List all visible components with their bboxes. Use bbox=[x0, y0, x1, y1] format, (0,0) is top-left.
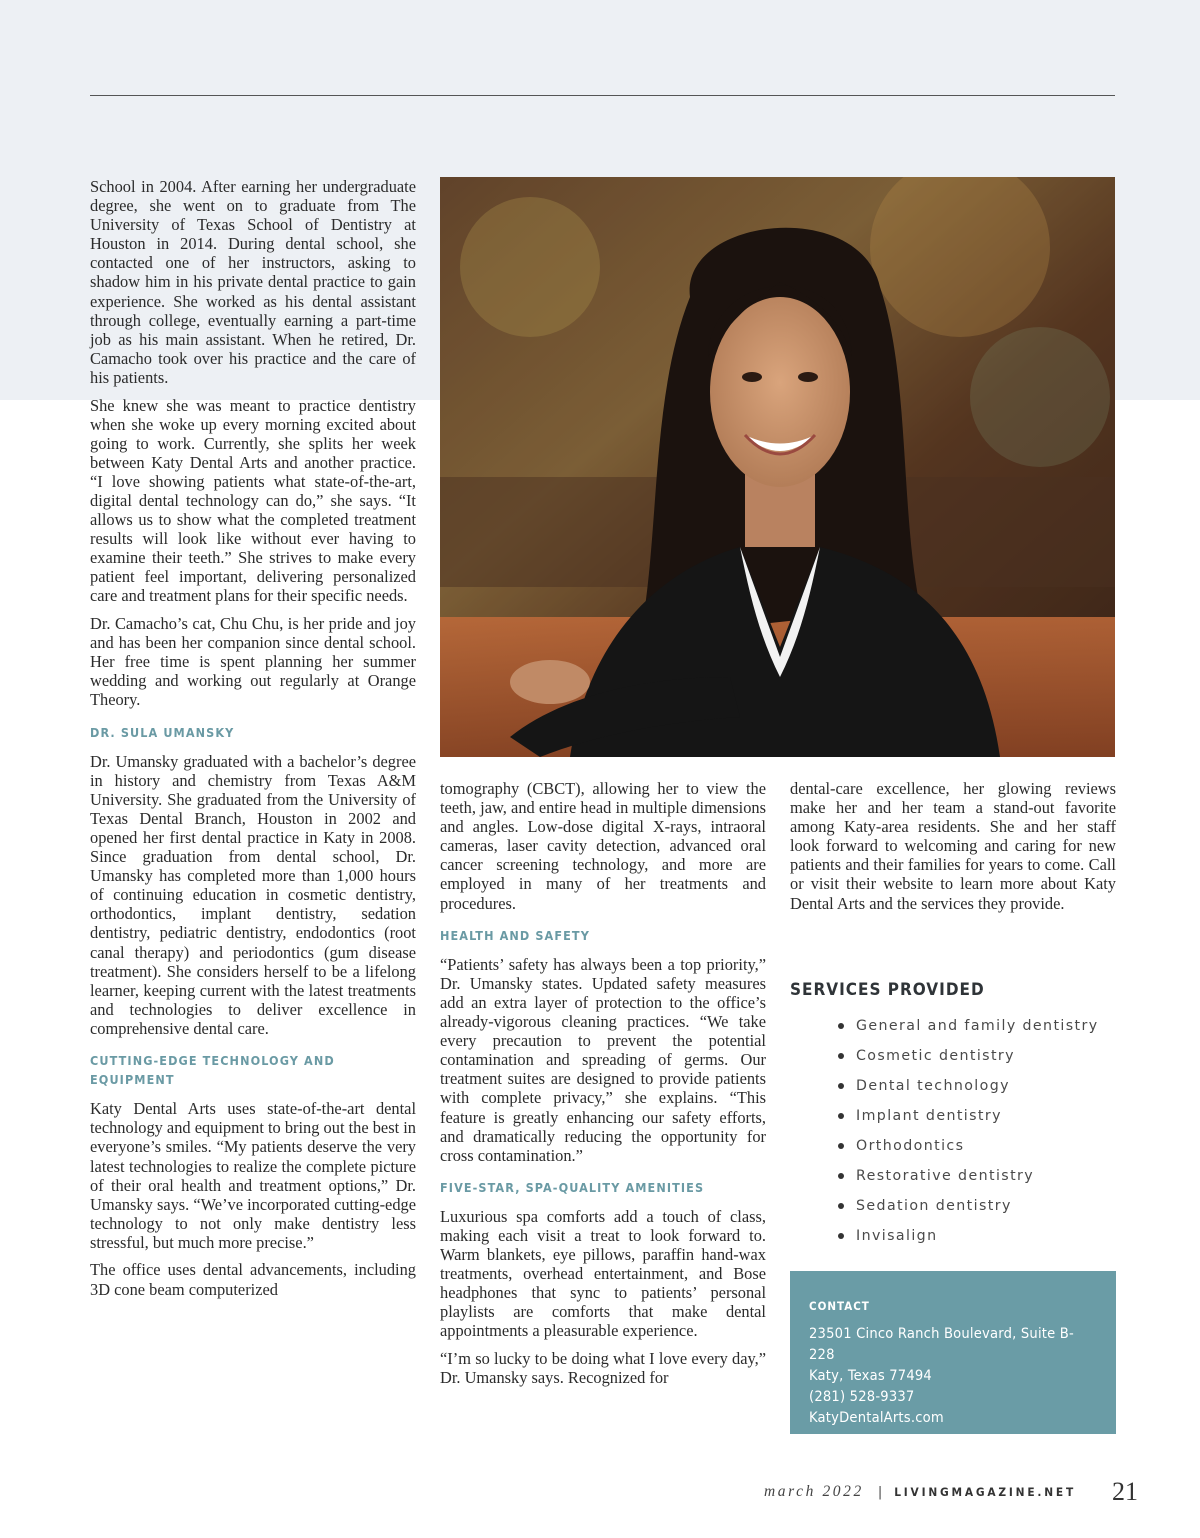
footer-site-link[interactable]: LIVINGMAGAZINE.NET bbox=[894, 1485, 1076, 1499]
portrait-illustration bbox=[440, 177, 1115, 757]
article-column-2 bbox=[440, 779, 766, 1396]
footer-issue-date: march 2022 bbox=[763, 1483, 864, 1500]
paragraph: “Patients’ safety has always been a top priority,” Dr. Umansky states. Updated safety measures add an extra layer of protection to the office’s already-vigorous cleaning practices. “We take every precaution to prevent the potential contamination and spreading of germs. Our treatment suites are designed to provide patients with complete privacy,” she explains. “This feature is greatly enhancing our safety efforts, and dramatically reducing the opportunity for cross contamination.” bbox=[440, 954, 766, 1165]
portrait-photo bbox=[440, 177, 1115, 757]
service-item: Cosmetic dentistry bbox=[837, 1043, 1099, 1073]
service-item: Implant dentistry bbox=[837, 1103, 1099, 1133]
service-item: Orthodontics bbox=[837, 1133, 1099, 1163]
contact-title: CONTACT bbox=[809, 1299, 870, 1313]
header-rule bbox=[90, 95, 1115, 96]
paragraph: “I’m so lucky to be doing what I love every day,” Dr. Umansky says. Recognized for bbox=[440, 1349, 766, 1388]
subhead-dr-sula-umansky: DR. SULA UMANSKY bbox=[90, 724, 235, 740]
service-item: Invisalign bbox=[837, 1223, 1099, 1253]
service-item: Sedation dentistry bbox=[837, 1193, 1099, 1223]
service-item: General and family dentistry bbox=[837, 1013, 1099, 1043]
services-heading: SERVICES PROVIDED bbox=[790, 980, 985, 1000]
contact-website-link[interactable]: KatyDentalArts.com bbox=[809, 1409, 944, 1426]
page-footer bbox=[764, 1474, 1138, 1510]
subhead-amenities: FIVE-STAR, SPA-QUALITY AMENITIES bbox=[440, 1179, 705, 1195]
paragraph: Luxurious spa comforts add a touch of class, making each visit a treat to look forward to. Warm blankets, eye pillows, paraffin hand-wax treatments, overhead entertainment, and Bose headphones that sync to patients’ personal playlists are comforts that make dental appointments a pleasurable experience. bbox=[440, 1206, 766, 1341]
subhead-health-and-safety: HEALTH AND SAFETY bbox=[440, 927, 590, 943]
paragraph: tomography (CBCT), allowing her to view the teeth, jaw, and entire head in multiple dimensions and angles. Low-dose digital X-rays, intraoral cameras, laser cavity detection, advanced oral cancer screening technology, and more are employed in many of her treatments and procedures. bbox=[440, 779, 766, 913]
page-number: 21 bbox=[1112, 1477, 1138, 1506]
paragraph: Dr. Camacho’s cat, Chu Chu, is her pride and joy and has been her companion since dental school. Her free time is spent planning her summer wedding and working out regularly at Orange Theory. bbox=[90, 614, 416, 710]
contact-phone[interactable]: (281) 528-9337 bbox=[809, 1388, 915, 1405]
paragraph: dental-care excellence, her glowing reviews make her and her team a stand-out favorite among Katy-area residents. She and her staff look forward to welcoming and caring for new patients and their families for years to come. Call or visit their website to learn more about Katy Dental Arts and the services they provide. bbox=[790, 779, 1116, 913]
services-list bbox=[837, 1013, 1099, 1253]
contact-address-line-1: 23501 Cinco Ranch Boulevard, Suite B-228 bbox=[809, 1325, 1074, 1363]
paragraph: School in 2004. After earning her undergraduate degree, she went on to graduate from The University of Texas School of Dentistry at Houston in 2014. During dental school, she contacted one of her instructors, asking to shadow him in his private dental practice to gain experience. She worked as his dental assistant through college, eventually earning a part-time job as his main assistant. When he retired, Dr. Camacho took over his practice and the care of his patients. bbox=[90, 177, 416, 387]
paragraph: Katy Dental Arts uses state-of-the-art dental technology and equipment to bring out the best in everyone’s smiles. “My patients deserve the very latest technologies to realize the complete picture of their oral health and treatment options,” Dr. Umansky says. “We’ve incorporated cutting-edge technology to not only make dentistry less stressful, but much more precise.” bbox=[90, 1099, 416, 1252]
contact-address-line-2: Katy, Texas 77494 bbox=[809, 1367, 932, 1384]
paragraph: The office uses dental advancements, including 3D cone beam computerized bbox=[90, 1260, 416, 1299]
paragraph: Dr. Umansky graduated with a bachelor’s degree in history and chemistry from Texas A&M University. She graduated from the University of Texas Dental Branch, Houston in 2002 and opened her first dental practice in Katy in 2008. Since graduation from dental school, Dr. Umansky has completed more than 1,000 hours of continuing education in cosmetic dentistry, orthodontics, implant dentistry, sedation dentistry, pediatric dentistry, endodontics (root canal therapy) and periodontics (gum disease treatment). She considers herself to be a lifelong learner, keeping current with the latest treatments and technologies to deliver excellence in comprehensive dental care. bbox=[90, 751, 416, 1038]
article-column-1 bbox=[90, 177, 416, 1307]
service-item: Restorative dentistry bbox=[837, 1163, 1099, 1193]
paragraph: She knew she was meant to practice dentistry when she woke up every morning excited about going to work. Currently, she splits her week between Katy Dental Arts and another practice. “I love showing patients what state-of-the-art, digital dental technology can do,” she says. “It allows us to show what the completed treatment results will look like without ever having to examine their teeth.” She strives to make every patient feel important, delivering personalized care and treatment plans for their specific needs. bbox=[90, 395, 416, 606]
article-column-3 bbox=[790, 779, 1116, 921]
footer-separator: | bbox=[877, 1484, 883, 1500]
service-item: Dental technology bbox=[837, 1073, 1099, 1103]
contact-box bbox=[790, 1271, 1116, 1434]
subhead-technology: CUTTING-EDGE TECHNOLOGY AND EQUIPMENT bbox=[90, 1053, 335, 1088]
